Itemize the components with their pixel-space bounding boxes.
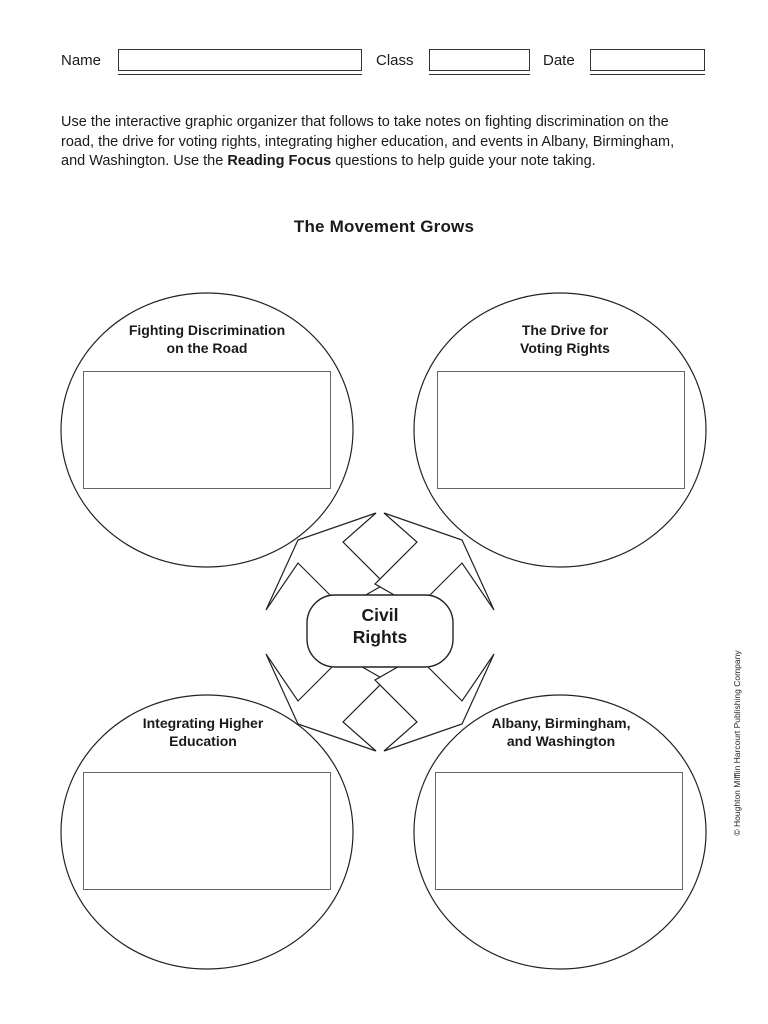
- date-label: Date: [543, 52, 575, 69]
- instructions-text-end: questions to help guide your note taking.: [331, 153, 596, 169]
- instructions-text-start: Use the interactive graphic organizer that follows to take notes on fighting discrimination on the road, the drive for voting rights, integrating higher education, and events in Albany, Birmingham, and Washington. Use the: [61, 114, 675, 169]
- heading-fighting-discrimination-line2: on the Road: [166, 339, 248, 356]
- notes-box-fighting-discrimination[interactable]: [83, 371, 331, 489]
- organizer-title: The Movement Grows: [293, 217, 475, 236]
- notes-box-albany-birmingham-washington[interactable]: [435, 772, 683, 890]
- heading-albany-birmingham-washington: [451, 715, 671, 750]
- heading-fighting-discrimination: [97, 322, 317, 357]
- heading-fighting-discrimination-line1: Fighting Discrimination: [128, 322, 286, 338]
- notes-box-voting-rights[interactable]: [437, 371, 685, 489]
- notes-box-higher-education[interactable]: [83, 772, 331, 890]
- heading-albany-line1: Albany, Birmingham,: [491, 715, 631, 731]
- copyright-notice: © Houghton Mifflin Harcourt Publishing Company: [732, 650, 742, 836]
- reading-focus-emphasis: Reading Focus: [227, 153, 332, 169]
- heading-voting-rights-line1: The Drive for: [521, 322, 609, 338]
- heading-voting-rights-line2: Voting Rights: [520, 339, 610, 356]
- heading-voting-rights: [455, 322, 675, 357]
- heading-higher-education-line2: Education: [169, 732, 237, 749]
- name-label: Name: [61, 52, 102, 69]
- heading-higher-education: [93, 715, 313, 750]
- center-label-line1: Civil: [361, 605, 399, 625]
- class-label: Class: [376, 52, 414, 69]
- center-label: [307, 604, 453, 648]
- center-label-line2: Rights: [352, 627, 408, 647]
- heading-higher-education-line1: Integrating Higher: [142, 715, 264, 731]
- heading-albany-line2: and Washington: [506, 732, 616, 749]
